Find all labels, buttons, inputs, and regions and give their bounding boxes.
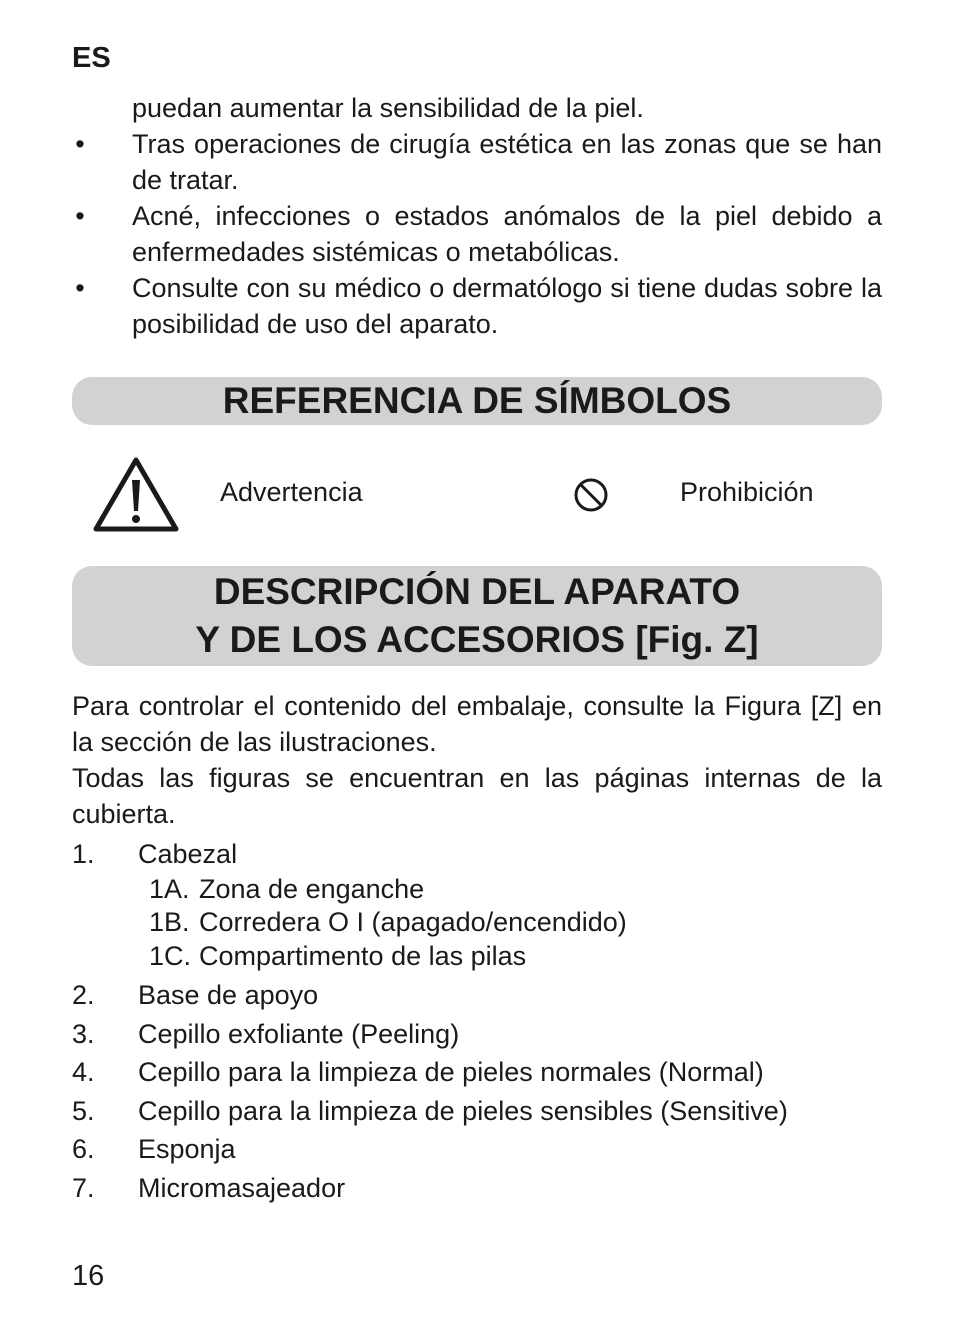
list-item	[72, 977, 892, 1016]
item-label: Cepillo exfoliante (Peeling)	[138, 1018, 460, 1049]
description-section-title	[72, 566, 882, 666]
bullet-icon: •	[75, 201, 85, 231]
subitem-label: Compartimento de las pilas	[199, 940, 527, 971]
list-item	[72, 198, 882, 270]
warning-label: Advertencia	[220, 477, 363, 507]
item-number: 6.	[72, 1134, 95, 1164]
description-title-line: Y DE LOS ACCESORIOS [Fig. Z]	[195, 619, 759, 660]
list-item	[72, 1016, 892, 1055]
bullet-text: Tras operaciones de cirugía estética en las zonas que se han de tratar.	[132, 129, 882, 195]
item-number: 5.	[72, 1095, 95, 1126]
warning-triangle-icon	[92, 456, 180, 534]
item-label: Micromasajeador	[138, 1172, 346, 1203]
subitem-number: 1B.	[149, 907, 190, 937]
sublist-item	[149, 906, 892, 940]
components-list	[72, 836, 892, 1208]
prohibition-icon	[573, 477, 609, 513]
continued-text: puedan aumentar la sensibilidad de la piel.	[132, 93, 644, 123]
bullet-text: Consulte con su médico o dermatólogo si tiene dudas sobre la posibilidad de uso del aparato.	[132, 273, 882, 339]
sublist	[72, 873, 892, 974]
symbols-section-title: REFERENCIA DE SÍMBOLOS	[72, 377, 882, 425]
item-number: 3.	[72, 1018, 95, 1049]
intro-paragraph: Para controlar el contenido del embalaje, consulte la Figura [Z] en la sección de las ilustraciones.	[72, 691, 882, 757]
list-item	[72, 1131, 892, 1170]
item-label: Cabezal	[138, 839, 238, 869]
description-title-line: DESCRIPCIÓN DEL APARATO	[213, 571, 741, 612]
list-item	[72, 270, 882, 342]
item-number: 1.	[72, 839, 95, 869]
sublist-item	[149, 940, 892, 974]
subitem-number: 1A.	[149, 873, 190, 904]
bullet-text: Acné, infecciones o estados anómalos de la piel debido a enfermedades sistémicas o metabólicas.	[132, 201, 882, 267]
item-label: Cepillo para la limpieza de pieles normales (Normal)	[138, 1057, 764, 1087]
list-item	[72, 126, 882, 198]
item-label: Esponja	[138, 1134, 236, 1164]
item-number: 4.	[72, 1057, 95, 1087]
item-label: Cepillo para la limpieza de pieles sensibles (Sensitive)	[138, 1095, 788, 1126]
bullet-list	[72, 126, 882, 342]
intro-paragraph: Todas las figuras se encuentran en las páginas internas de la cubierta.	[72, 763, 882, 829]
subitem-label: Corredera O I (apagado/encendido)	[199, 907, 627, 937]
subitem-label: Zona de enganche	[199, 873, 425, 904]
prohibition-label: Prohibición	[680, 477, 814, 507]
sublist-item	[149, 873, 892, 907]
bullet-icon: •	[75, 273, 85, 303]
item-number: 7.	[72, 1172, 95, 1203]
item-label: Base de apoyo	[138, 980, 319, 1010]
language-code: ES	[72, 42, 111, 74]
list-item	[72, 1093, 892, 1132]
list-item	[72, 836, 892, 875]
list-item	[72, 1054, 892, 1093]
list-item	[72, 1170, 892, 1209]
item-number: 2.	[72, 980, 95, 1010]
page-number: 16	[72, 1260, 105, 1292]
description-intro	[72, 688, 882, 832]
subitem-number: 1C.	[149, 940, 192, 971]
bullet-icon: •	[75, 129, 85, 159]
